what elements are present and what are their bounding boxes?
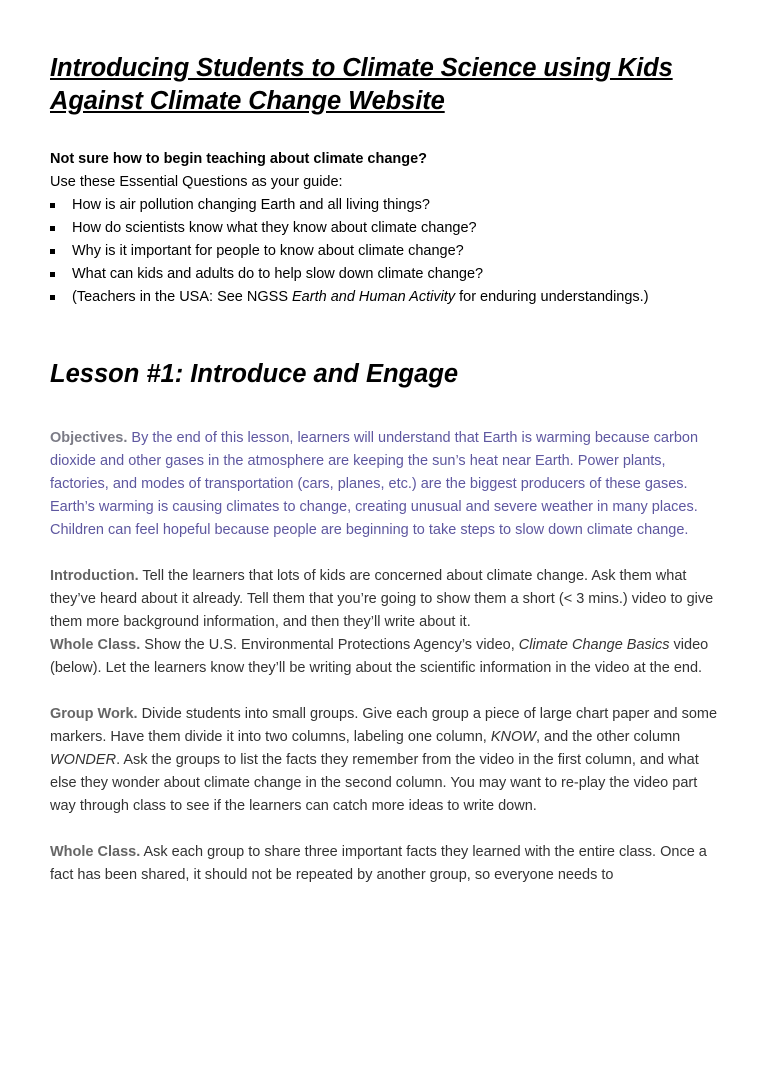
list-item <box>50 240 718 263</box>
list-item-text: What can kids and adults do to help slow down climate change? <box>72 266 484 282</box>
whole-class-label: Whole Class. <box>50 637 141 653</box>
list-item <box>50 263 718 286</box>
group-work-paragraph <box>50 703 718 818</box>
whole-class-share-text: Ask each group to share three important facts they learned with the entire class. Once a fact has been shared, it should not be repeated by another group, so everyone needs to <box>50 844 707 883</box>
know-column-label: KNOW <box>490 729 536 745</box>
list-item <box>50 194 718 217</box>
video-title: Climate Change Basics <box>518 637 670 653</box>
objectives-label: Objectives. <box>50 430 128 446</box>
intro-guide-text: Use these Essential Questions as your guide: <box>50 174 343 190</box>
document-page <box>0 52 768 1076</box>
square-bullet-icon <box>50 295 55 300</box>
essential-questions-section <box>50 148 718 309</box>
whole-class-paragraph <box>50 634 718 680</box>
introduction-label: Introduction. <box>50 568 139 584</box>
group-work-text-1: Divide students into small groups. Give each group a piece of large chart paper and some markers. Have them divide it into two columns, labeling one column, <box>50 706 718 745</box>
introduction-text: Tell the learners that lots of kids are concerned about climate change. Ask them what they’ve heard about it already. Tell them that you’re going to show them a short (< 3 mins.) video to give them more background information, and then they’ll write about it. <box>50 568 714 630</box>
whole-class-text-before: Show the U.S. Environmental Protections Agency’s video, <box>140 637 519 653</box>
whole-class-share-label: Whole Class. <box>50 844 141 860</box>
list-item-text-after: for enduring understandings.) <box>455 289 649 305</box>
wonder-column-label: WONDER <box>50 752 117 768</box>
square-bullet-icon <box>50 249 55 254</box>
list-item <box>50 217 718 240</box>
objectives-paragraph <box>50 427 718 542</box>
intro-question: Not sure how to begin teaching about climate change? <box>50 151 428 167</box>
ngss-topic: Earth and Human Activity <box>292 289 456 305</box>
list-item-text: How is air pollution changing Earth and all living things? <box>72 197 430 213</box>
list-item-text: How do scientists know what they know about climate change? <box>72 220 477 236</box>
square-bullet-icon <box>50 226 55 231</box>
lesson-heading: Lesson #1: Introduce and Engage <box>50 360 459 388</box>
whole-class-share-paragraph <box>50 841 718 887</box>
list-item <box>50 286 718 309</box>
list-item-text-before: (Teachers in the USA: See NGSS <box>72 289 293 305</box>
square-bullet-icon <box>50 203 55 208</box>
square-bullet-icon <box>50 272 55 277</box>
group-work-text-2: , and the other column <box>535 729 681 745</box>
list-item-text: Why is it important for people to know about climate change? <box>72 243 464 259</box>
group-work-text-3: . Ask the groups to list the facts they remember from the video in the first column, and what else they wonder about climate change in the second column. You may want to re-play the video part way through class to see if the learners can catch more ideas to write down. <box>50 752 699 814</box>
document-title: Introducing Students to Climate Science using Kids Against Climate Change Website <box>50 54 673 115</box>
whole-class-text-after: video (below). Let the learners know they’ll be writing about the scientific information in the video at the end. <box>50 637 709 676</box>
essential-questions-list <box>50 194 718 309</box>
introduction-paragraph <box>50 565 718 634</box>
objectives-text: By the end of this lesson, learners will understand that Earth is warming because carbon dioxide and other gases in the atmosphere are keeping the sun’s heat near Earth. Power plants, factories, and modes of transportation (cars, planes, etc.) are the biggest producers of these gases. Earth’s warming is causing climates to change, creating unusual and severe weather in many places. Children can feel hopeful because people are beginning to take steps to slow down climate change. <box>50 430 699 538</box>
group-work-label: Group Work. <box>50 706 138 722</box>
